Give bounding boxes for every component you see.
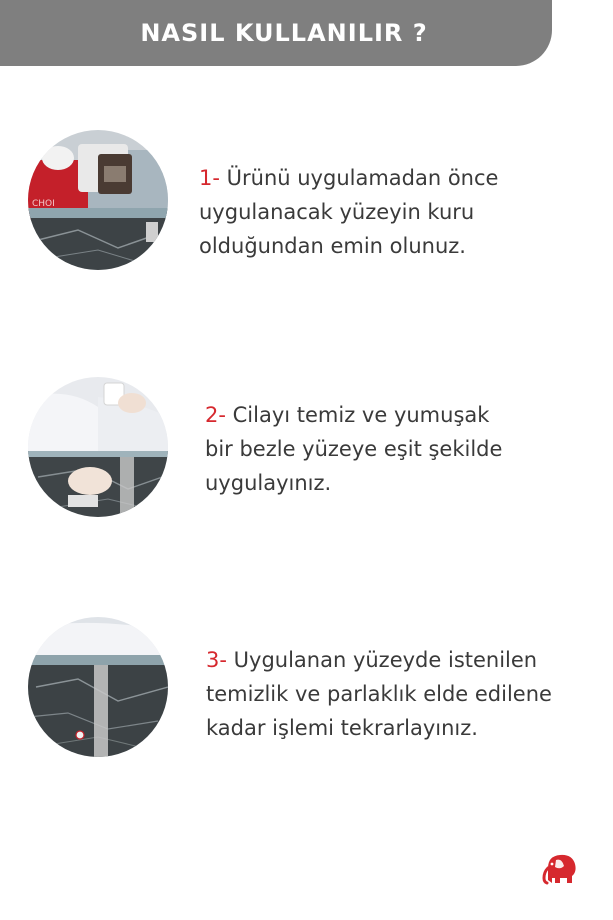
step-3-line-1: 3- Uygulanan yüzeyde istenilen [206,648,538,672]
step-2-line-1: 2- Cilayı temiz ve yumuşak [205,403,490,427]
applying-product-photo [28,130,168,270]
step-3-line-2: temizlik ve parlaklık elde edilene [206,682,552,706]
step-2-text [205,398,502,500]
step-3-line-3: kadar işlemi tekrarlayınız. [206,716,478,740]
step-1-text [199,161,498,263]
step-2-number: 2- [205,403,226,427]
page-title: NASIL KULLANILIR ? [140,19,428,47]
step-2-line-3: uygulayınız. [205,471,332,495]
wiping-surface-photo [28,377,168,517]
step-2-photo [28,377,168,517]
step-3-number: 3- [206,648,227,672]
step-3-photo [28,617,168,757]
header-banner [0,0,552,66]
elephant-logo-icon [542,850,580,886]
polished-surface-photo [28,617,168,757]
step-3-text [206,643,552,745]
step-1-line-3: olduğundan emin olunuz. [199,234,466,258]
step-1-line-2: uygulanacak yüzeyin kuru [199,200,475,224]
svg-text:CHOI: CHOI [32,199,55,209]
step-1-number: 1- [199,166,220,190]
step-1-photo [28,130,168,270]
step-1-line-1: 1- Ürünü uygulamadan önce [199,166,499,190]
step-2-line-2: bir bezle yüzeye eşit şekilde [205,437,503,461]
